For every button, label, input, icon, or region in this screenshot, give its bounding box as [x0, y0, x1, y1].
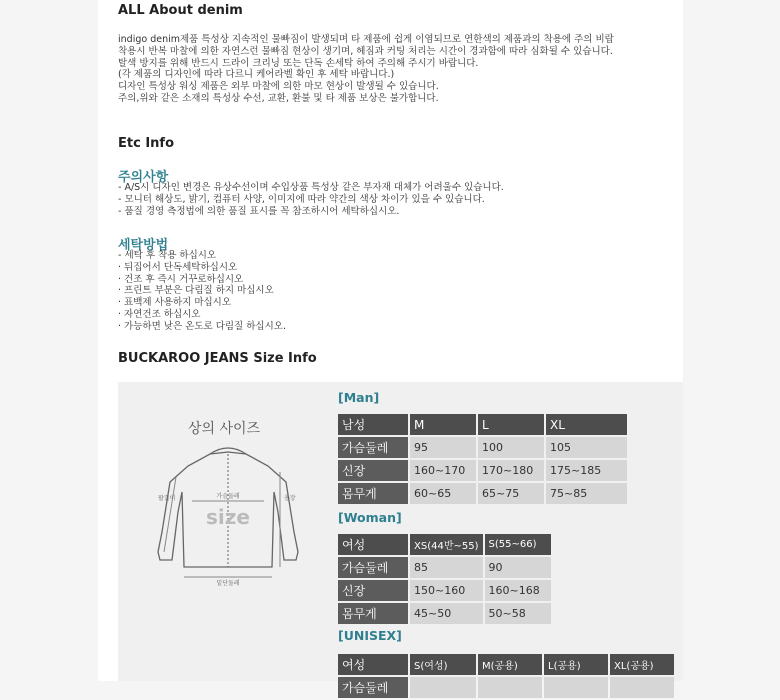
table-cell: 90 — [485, 557, 551, 578]
size-figure — [118, 382, 338, 681]
caution-line: - 품질 경영 측정법에 의한 품질 표시를 꼭 참조하시어 세탁하십시오. — [118, 205, 400, 217]
chest-label: 가슴둘레 — [216, 493, 240, 500]
table-header-cell: 여성 — [338, 654, 408, 675]
row-header: 가슴둘레 — [338, 437, 408, 458]
about-line: 착용시 반복 마찰에 의한 자연스런 물빠짐 현상이 생기며, 헤짐과 커팅 처리는 시간이 경과함에 따라 심화될 수 있습니다. — [118, 45, 613, 57]
row-header: 신장 — [338, 460, 408, 481]
size-figure-title: 상의 사이즈 — [188, 421, 261, 437]
sleeve-label: 팔길이 — [158, 495, 176, 502]
about-denim-title: ALL About denim — [118, 3, 243, 18]
table-cell: 170~180 — [478, 460, 544, 481]
table-cell: 100 — [478, 437, 544, 458]
caution-line: - 모니터 해상도, 밝기, 컴퓨터 사양, 이미지에 따라 약간의 색상 차이가 있을 수 있습니다. — [118, 193, 485, 205]
table-header-cell: XS(44반~55) — [410, 534, 483, 555]
row-header: 몸무게 — [338, 603, 408, 624]
caution-title: 주의사항 — [118, 170, 169, 185]
table-header-cell: L — [478, 414, 544, 435]
table-row — [338, 603, 551, 624]
table-cell: 60~65 — [410, 483, 476, 504]
table-cell: 160~170 — [410, 460, 476, 481]
man-size-table — [336, 412, 629, 506]
about-denim-text — [118, 34, 614, 105]
wash-line: · 프린트 부분은 다림질 하지 마십시오 — [118, 285, 274, 297]
wash-line: - 세탁 후 착용 하십시오 — [118, 250, 217, 261]
size-watermark: size — [206, 505, 250, 529]
table-cell — [544, 677, 608, 698]
table-cell: 85 — [410, 557, 483, 578]
woman-section-label: [Woman] — [338, 510, 402, 525]
about-line: 탈색 방지를 위해 반드시 드라이 크리닝 또는 단독 손세탁 하여 주의해 주시기 바랍니다. — [118, 57, 479, 69]
about-line: 디자인 특성상 워싱 제품은 외부 마찰에 의한 마모 현상이 발생될 수 있습니다. — [118, 81, 439, 93]
unisex-size-table — [336, 652, 676, 700]
woman-size-table — [336, 532, 553, 626]
table-header-cell: XL(공용) — [610, 654, 674, 675]
table-row — [338, 557, 551, 578]
table-row — [338, 483, 627, 504]
row-header: 가슴둘레 — [338, 677, 408, 698]
man-section-label: [Man] — [338, 390, 380, 405]
table-cell: 50~58 — [485, 603, 551, 624]
table-cell: 105 — [546, 437, 627, 458]
row-header: 신장 — [338, 580, 408, 601]
table-cell — [410, 677, 476, 698]
table-header-row — [338, 414, 627, 435]
row-header: 몸무게 — [338, 483, 408, 504]
wash-line: · 자연건조 하십시오 — [118, 308, 201, 320]
table-header-cell: M — [410, 414, 476, 435]
wash-line: · 가능하면 낮은 온도로 다림질 하십시오. — [118, 320, 286, 332]
table-header-cell: S(55~66) — [485, 534, 551, 555]
table-header-cell: 남성 — [338, 414, 408, 435]
table-cell: 160~168 — [485, 580, 551, 601]
etc-info-title: Etc Info — [118, 136, 175, 151]
table-header-row — [338, 534, 551, 555]
about-line: (각 제품의 디자인에 따라 다르니 케어라벨 확인 후 세탁 바랍니다.) — [118, 69, 395, 81]
table-cell: 75~85 — [546, 483, 627, 504]
table-row — [338, 437, 627, 458]
size-info-title: BUCKAROO JEANS Size Info — [118, 351, 317, 366]
table-header-cell: L(공용) — [544, 654, 608, 675]
unisex-section-label: [UNISEX] — [338, 628, 402, 643]
caution-line: - A/S시 디자인 변경은 유상수선이며 수입상품 특성상 같은 부자재 대체가 어려울수 있습니다. — [118, 182, 504, 193]
jacket-diagram — [118, 382, 338, 681]
row-header: 가슴둘레 — [338, 557, 408, 578]
table-cell: 95 — [410, 437, 476, 458]
table-header-cell: M(공용) — [478, 654, 542, 675]
wash-title: 세탁방법 — [118, 238, 169, 253]
wash-line: · 건조 후 즉시 거꾸로하십시오 — [118, 273, 244, 285]
table-header-cell: 여성 — [338, 534, 408, 555]
table-cell: 150~160 — [410, 580, 483, 601]
table-row — [338, 580, 551, 601]
table-cell: 65~75 — [478, 483, 544, 504]
table-header-cell: S(여성) — [410, 654, 476, 675]
wash-line: · 뒤집어서 단독세탁하십시오 — [118, 261, 238, 273]
caution-text — [118, 182, 504, 217]
table-cell: 45~50 — [410, 603, 483, 624]
length-label: 총장 — [284, 495, 296, 502]
hem-label: 밑단둘레 — [216, 580, 240, 587]
about-line: indigo denim제품 특성상 지속적인 물빠짐이 발생되며 타 제품에 쉽게 이염되므로 연한색의 제품과의 착용에 주의 비랍 — [118, 34, 614, 45]
table-row — [338, 460, 627, 481]
wash-text — [118, 250, 286, 333]
about-line: 주의,위와 같은 소재의 특성상 수선, 교환, 환불 및 타 제품 보상은 불가합니다. — [118, 92, 439, 104]
table-header-cell: XL — [546, 414, 627, 435]
size-chart-panel — [118, 382, 683, 695]
wash-line: · 표백제 사용하지 마십시오 — [118, 297, 232, 309]
table-cell: 175~185 — [546, 460, 627, 481]
table-header-row — [338, 654, 674, 675]
table-row — [338, 677, 674, 698]
table-cell — [610, 677, 674, 698]
product-detail-page — [98, 0, 683, 695]
table-cell — [478, 677, 542, 698]
